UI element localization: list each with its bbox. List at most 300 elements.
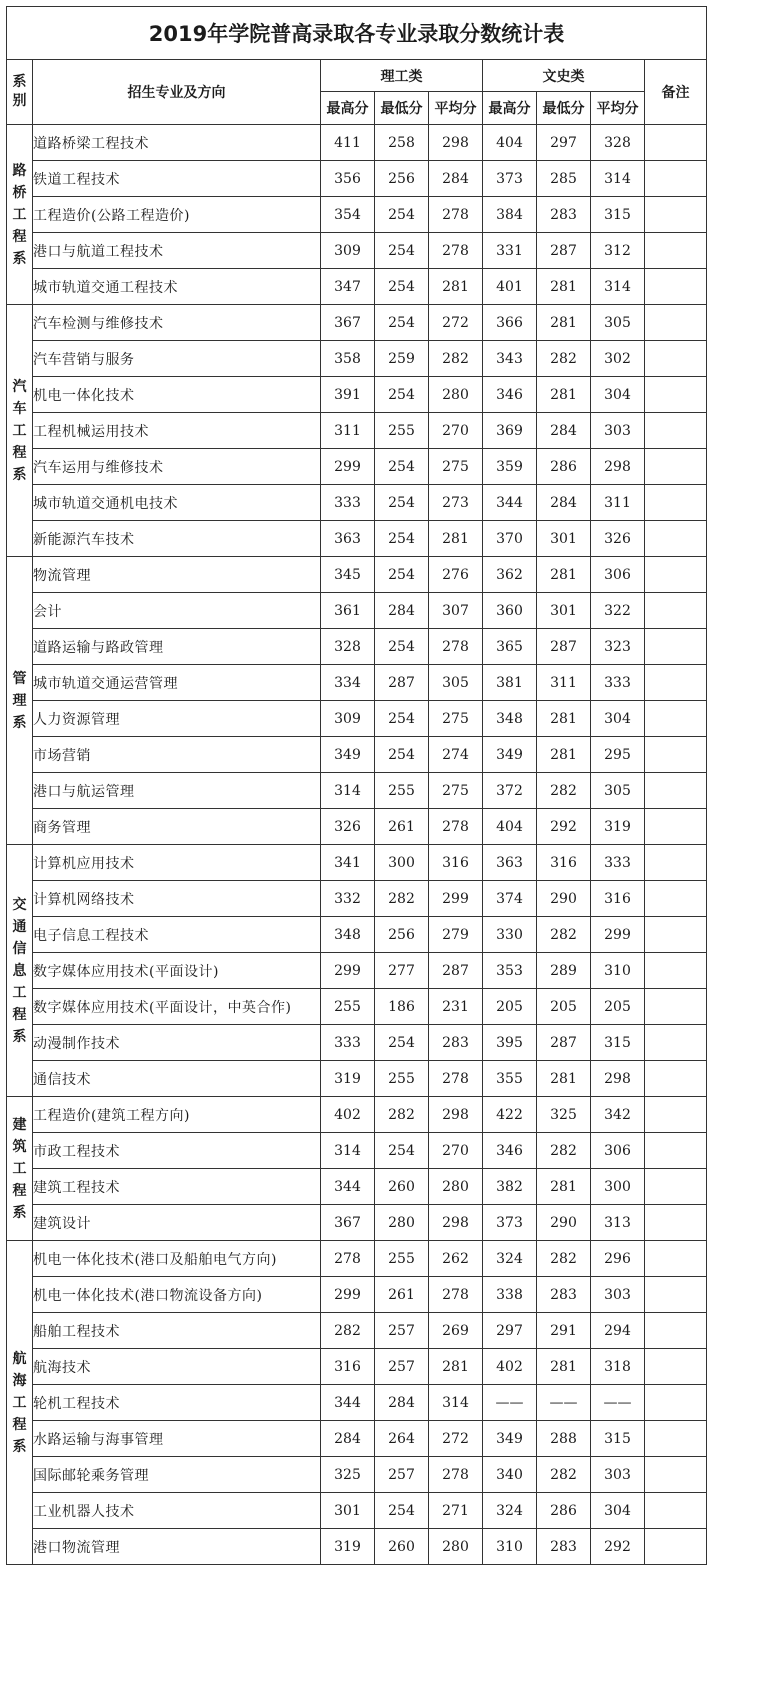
arts-min-cell: 291 [537,1313,591,1349]
science-min-header: 最低分 [375,92,429,125]
science-avg-cell: 278 [429,1277,483,1313]
science-avg-cell: 270 [429,1133,483,1169]
science-min-cell: 300 [375,845,429,881]
table-row [7,1133,707,1169]
department-char: 工 [12,206,27,223]
note-cell [645,1205,707,1241]
science-max-cell: 367 [321,305,375,341]
arts-max-cell: 346 [483,1133,537,1169]
note-cell [645,1349,707,1385]
science-max-cell: 319 [321,1529,375,1565]
table-row [7,125,707,161]
science-min-cell: 280 [375,1205,429,1241]
arts-max-cell: 422 [483,1097,537,1133]
arts-min-cell: 282 [537,1241,591,1277]
note-cell [645,341,707,377]
department-char: 建 [12,1116,27,1133]
arts-min-cell: 284 [537,413,591,449]
note-cell [645,1241,707,1277]
arts-min-cell: 289 [537,953,591,989]
arts-avg-cell: 300 [591,1169,645,1205]
science-min-cell: 255 [375,413,429,449]
note-cell [645,773,707,809]
arts-min-cell: 286 [537,449,591,485]
science-max-cell: 349 [321,737,375,773]
major-cell: 会计 [33,593,321,629]
department-char: 系 [12,1204,27,1221]
science-min-cell: 254 [375,485,429,521]
science-max-cell: 314 [321,773,375,809]
science-min-cell: 256 [375,161,429,197]
science-max-cell: 332 [321,881,375,917]
arts-min-cell: 301 [537,593,591,629]
arts-max-cell: 362 [483,557,537,593]
note-cell [645,1097,707,1133]
department-char: 系 [12,250,27,267]
science-max-cell: 309 [321,233,375,269]
major-cell: 港口物流管理 [33,1529,321,1565]
department-char: 理 [12,692,27,709]
table-row [7,1025,707,1061]
department-char: 海 [12,1372,27,1389]
table-row [7,449,707,485]
arts-max-cell: 297 [483,1313,537,1349]
note-cell [645,629,707,665]
major-cell: 商务管理 [33,809,321,845]
science-min-cell: 261 [375,809,429,845]
science-min-cell: 254 [375,629,429,665]
arts-avg-cell: 311 [591,485,645,521]
science-max-cell: 299 [321,449,375,485]
department-char: 程 [12,1182,27,1199]
science-min-cell: 254 [375,701,429,737]
science-max-cell: 391 [321,377,375,413]
arts-min-cell: 282 [537,917,591,953]
major-cell: 船舶工程技术 [33,1313,321,1349]
science-max-cell: 299 [321,953,375,989]
arts-min-cell: 282 [537,1457,591,1493]
major-cell: 城市轨道交通运营管理 [33,665,321,701]
major-cell: 通信技术 [33,1061,321,1097]
table-row [7,233,707,269]
table-row [7,341,707,377]
arts-min-cell: 284 [537,485,591,521]
science-avg-cell: 276 [429,557,483,593]
arts-max-cell: 344 [483,485,537,521]
note-cell [645,449,707,485]
science-min-cell: 284 [375,593,429,629]
note-cell [645,521,707,557]
science-avg-cell: 278 [429,1061,483,1097]
science-avg-cell: 275 [429,701,483,737]
science-max-cell: 299 [321,1277,375,1313]
note-cell [645,701,707,737]
table-row [7,197,707,233]
arts-min-cell: 281 [537,701,591,737]
science-avg-cell: 299 [429,881,483,917]
major-cell: 建筑设计 [33,1205,321,1241]
science-min-cell: 254 [375,305,429,341]
arts-min-cell: 282 [537,1133,591,1169]
department-char: 管 [12,670,27,687]
note-cell [645,1313,707,1349]
department-cell [7,1241,33,1565]
science-max-cell: 354 [321,197,375,233]
note-cell [645,377,707,413]
arts-avg-cell: 306 [591,557,645,593]
major-cell: 汽车营销与服务 [33,341,321,377]
science-max-cell: 282 [321,1313,375,1349]
science-avg-cell: 272 [429,305,483,341]
science-min-cell: 254 [375,557,429,593]
science-max-cell: 326 [321,809,375,845]
major-cell: 机电一体化技术(港口及船舶电气方向) [33,1241,321,1277]
arts-max-cell: 404 [483,809,537,845]
arts-min-cell: 285 [537,161,591,197]
arts-min-cell: 316 [537,845,591,881]
table-row [7,1097,707,1133]
arts-max-cell: 331 [483,233,537,269]
major-cell: 市政工程技术 [33,1133,321,1169]
note-cell [645,881,707,917]
arts-max-cell: 381 [483,665,537,701]
science-min-cell: 254 [375,377,429,413]
arts-avg-cell: 310 [591,953,645,989]
note-cell [645,665,707,701]
major-cell: 汽车运用与维修技术 [33,449,321,485]
note-cell [645,305,707,341]
science-max-cell: 255 [321,989,375,1025]
major-cell: 市场营销 [33,737,321,773]
table-row [7,377,707,413]
table-row [7,593,707,629]
science-max-cell: 367 [321,1205,375,1241]
note-cell [645,1385,707,1421]
major-cell: 数字媒体应用技术(平面设计，中英合作) [33,989,321,1025]
major-cell: 轮机工程技术 [33,1385,321,1421]
arts-avg-cell: 305 [591,305,645,341]
arts-min-cell: 281 [537,1169,591,1205]
header-row-1 [7,60,707,92]
science-avg-cell: 298 [429,1097,483,1133]
arts-avg-cell: 314 [591,269,645,305]
major-cell: 新能源汽车技术 [33,521,321,557]
science-max-cell: 311 [321,413,375,449]
arts-min-cell: 281 [537,1061,591,1097]
science-avg-cell: 280 [429,1169,483,1205]
science-min-cell: 254 [375,233,429,269]
arts-avg-cell: 312 [591,233,645,269]
arts-avg-cell: 305 [591,773,645,809]
note-cell [645,485,707,521]
arts-min-cell: 281 [537,269,591,305]
arts-max-cell: 366 [483,305,537,341]
science-min-cell: 261 [375,1277,429,1313]
science-min-cell: 257 [375,1349,429,1385]
arts-max-cell: 373 [483,161,537,197]
arts-min-cell: 287 [537,233,591,269]
arts-avg-cell: 319 [591,809,645,845]
science-min-cell: 258 [375,125,429,161]
table-row [7,1277,707,1313]
major-cell: 工程造价(公路工程造价) [33,197,321,233]
science-min-cell: 254 [375,197,429,233]
note-cell [645,1421,707,1457]
table-row [7,1529,707,1565]
science-avg-cell: 281 [429,521,483,557]
department-char: 程 [12,228,27,245]
science-max-cell: 402 [321,1097,375,1133]
major-cell: 物流管理 [33,557,321,593]
arts-max-cell: 369 [483,413,537,449]
note-cell [645,917,707,953]
arts-avg-cell: 303 [591,1277,645,1313]
science-group-header: 理工类 [321,60,483,92]
arts-max-cell: 353 [483,953,537,989]
major-cell: 建筑工程技术 [33,1169,321,1205]
major-cell: 人力资源管理 [33,701,321,737]
note-cell [645,737,707,773]
arts-avg-cell: 314 [591,161,645,197]
arts-max-cell: 359 [483,449,537,485]
table-title: 2019年学院普高录取各专业录取分数统计表 [7,7,707,60]
table-row [7,305,707,341]
science-avg-cell: 298 [429,1205,483,1241]
note-cell [645,269,707,305]
arts-min-cell: 281 [537,305,591,341]
note-cell [645,593,707,629]
dept-header-char: 别 [12,93,27,109]
table-row [7,557,707,593]
note-cell [645,1493,707,1529]
arts-avg-cell: 313 [591,1205,645,1241]
major-cell: 工业机器人技术 [33,1493,321,1529]
arts-max-cell: 384 [483,197,537,233]
arts-max-cell: 404 [483,125,537,161]
science-min-cell: 259 [375,341,429,377]
arts-max-cell: 372 [483,773,537,809]
arts-min-cell: 287 [537,629,591,665]
note-header: 备注 [645,60,707,125]
arts-max-cell: 373 [483,1205,537,1241]
arts-max-cell: 401 [483,269,537,305]
table-row [7,1205,707,1241]
science-min-cell: 254 [375,737,429,773]
arts-max-cell: 395 [483,1025,537,1061]
science-avg-cell: 280 [429,1529,483,1565]
arts-avg-cell: 306 [591,1133,645,1169]
note-cell [645,413,707,449]
note-cell [645,989,707,1025]
major-cell: 道路桥梁工程技术 [33,125,321,161]
science-max-cell: 334 [321,665,375,701]
department-char: 系 [12,466,27,483]
arts-max-cell: 348 [483,701,537,737]
department-cell [7,1097,33,1241]
department-char: 程 [12,1006,27,1023]
department-char: 工 [12,984,27,1001]
department-char: 系 [12,1028,27,1045]
arts-min-cell: 281 [537,1349,591,1385]
department-char: 车 [12,400,27,417]
arts-min-cell: 281 [537,557,591,593]
department-char: 工 [12,422,27,439]
science-max-cell: 316 [321,1349,375,1385]
science-min-cell: 282 [375,881,429,917]
arts-avg-cell: 302 [591,341,645,377]
science-min-cell: 186 [375,989,429,1025]
science-avg-cell: 281 [429,1349,483,1385]
science-avg-header: 平均分 [429,92,483,125]
table-row [7,773,707,809]
arts-avg-cell: 303 [591,413,645,449]
science-avg-cell: 269 [429,1313,483,1349]
science-avg-cell: 271 [429,1493,483,1529]
major-cell: 汽车检测与维修技术 [33,305,321,341]
note-cell [645,1457,707,1493]
arts-avg-cell: —— [591,1385,645,1421]
science-max-cell: 309 [321,701,375,737]
table-row [7,953,707,989]
note-cell [645,557,707,593]
arts-max-cell: 330 [483,917,537,953]
arts-min-cell: 205 [537,989,591,1025]
note-cell [645,1133,707,1169]
science-max-cell: 344 [321,1169,375,1205]
science-avg-cell: 273 [429,485,483,521]
science-min-cell: 260 [375,1169,429,1205]
note-cell [645,161,707,197]
science-avg-cell: 316 [429,845,483,881]
major-cell: 铁道工程技术 [33,161,321,197]
department-char: 桥 [12,184,27,201]
arts-avg-cell: 304 [591,1493,645,1529]
arts-max-cell: 370 [483,521,537,557]
science-min-cell: 254 [375,1025,429,1061]
department-char: 息 [12,962,27,979]
science-max-header: 最高分 [321,92,375,125]
table-row [7,881,707,917]
science-min-cell: 277 [375,953,429,989]
science-avg-cell: 280 [429,377,483,413]
arts-avg-cell: 303 [591,1457,645,1493]
department-char: 系 [12,714,27,731]
note-cell [645,1025,707,1061]
arts-min-cell: —— [537,1385,591,1421]
arts-max-cell: 346 [483,377,537,413]
table-row [7,917,707,953]
table-row [7,485,707,521]
arts-min-cell: 301 [537,521,591,557]
science-avg-cell: 270 [429,413,483,449]
science-avg-cell: 305 [429,665,483,701]
arts-avg-cell: 318 [591,1349,645,1385]
table-row [7,737,707,773]
arts-min-header: 最低分 [537,92,591,125]
arts-min-cell: 287 [537,1025,591,1061]
table-row [7,1061,707,1097]
major-cell: 计算机网络技术 [33,881,321,917]
arts-min-cell: 282 [537,773,591,809]
table-row [7,1493,707,1529]
arts-max-cell: 355 [483,1061,537,1097]
department-char: 程 [12,444,27,461]
table-row [7,1241,707,1277]
department-char: 通 [12,918,27,935]
department-cell [7,125,33,305]
major-cell: 港口与航道工程技术 [33,233,321,269]
major-cell: 城市轨道交通机电技术 [33,485,321,521]
department-char: 交 [12,896,27,913]
note-cell [645,1169,707,1205]
science-avg-cell: 298 [429,125,483,161]
arts-avg-cell: 315 [591,197,645,233]
note-cell [645,233,707,269]
arts-max-cell: 324 [483,1241,537,1277]
table-row [7,413,707,449]
science-max-cell: 411 [321,125,375,161]
science-avg-cell: 278 [429,233,483,269]
arts-avg-cell: 323 [591,629,645,665]
science-avg-cell: 278 [429,629,483,665]
table-row [7,809,707,845]
table-row [7,1421,707,1457]
note-cell [645,845,707,881]
major-cell: 数字媒体应用技术(平面设计) [33,953,321,989]
science-min-cell: 256 [375,917,429,953]
arts-avg-header: 平均分 [591,92,645,125]
science-min-cell: 255 [375,1061,429,1097]
department-char: 程 [12,1416,27,1433]
arts-max-cell: 338 [483,1277,537,1313]
major-cell: 国际邮轮乘务管理 [33,1457,321,1493]
arts-max-cell: 310 [483,1529,537,1565]
arts-min-cell: 311 [537,665,591,701]
arts-avg-cell: 304 [591,377,645,413]
arts-avg-cell: 326 [591,521,645,557]
department-char: 航 [12,1350,27,1367]
arts-max-cell: 205 [483,989,537,1025]
arts-max-cell: —— [483,1385,537,1421]
science-min-cell: 255 [375,1241,429,1277]
science-max-cell: 284 [321,1421,375,1457]
note-cell [645,953,707,989]
department-char: 工 [12,1394,27,1411]
arts-avg-cell: 315 [591,1025,645,1061]
major-cell: 港口与航运管理 [33,773,321,809]
arts-min-cell: 281 [537,737,591,773]
table-row [7,989,707,1025]
note-cell [645,1529,707,1565]
table-row [7,161,707,197]
table-row [7,521,707,557]
arts-min-cell: 283 [537,197,591,233]
science-max-cell: 314 [321,1133,375,1169]
arts-min-cell: 283 [537,1529,591,1565]
arts-max-cell: 324 [483,1493,537,1529]
note-cell [645,125,707,161]
arts-avg-cell: 298 [591,449,645,485]
major-cell: 动漫制作技术 [33,1025,321,1061]
science-min-cell: 284 [375,1385,429,1421]
science-avg-cell: 279 [429,917,483,953]
science-min-cell: 287 [375,665,429,701]
arts-min-cell: 288 [537,1421,591,1457]
arts-min-cell: 325 [537,1097,591,1133]
department-char: 汽 [12,378,27,395]
arts-max-header: 最高分 [483,92,537,125]
major-cell: 道路运输与路政管理 [33,629,321,665]
